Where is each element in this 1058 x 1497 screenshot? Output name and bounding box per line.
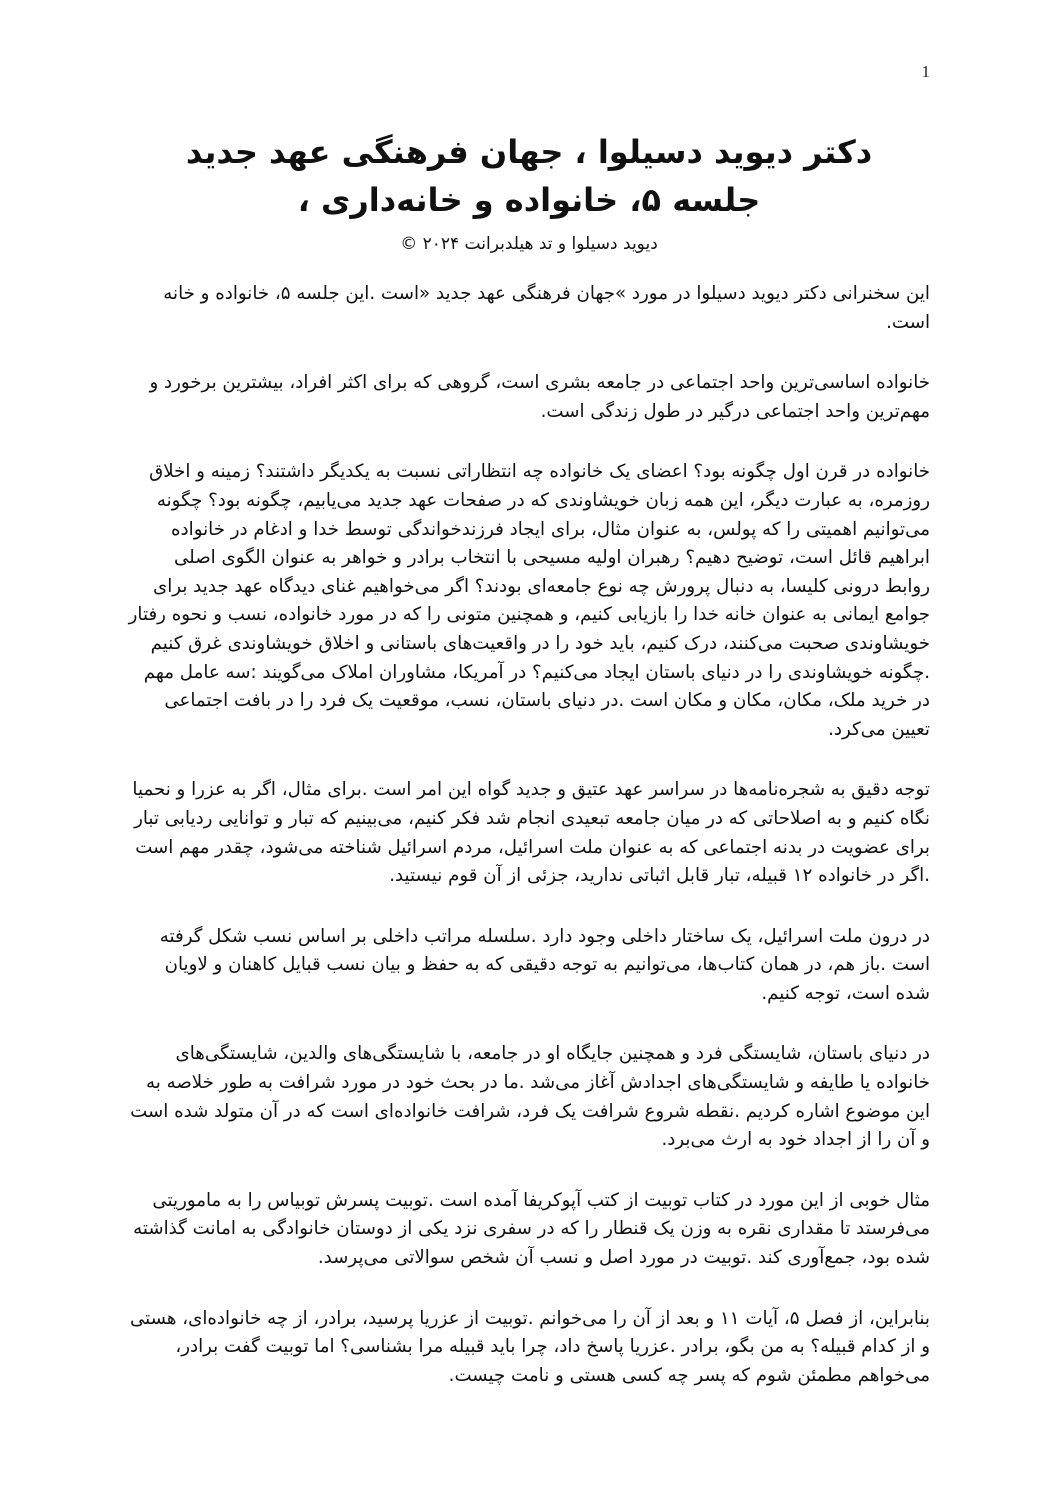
document-title-line-2: جلسه ۵، خانواده و خانه‌داری ، bbox=[297, 181, 761, 219]
body-paragraph: این سخنرانی دکتر دیوید دسیلوا در مورد »جهان فرهنگی عهد جدید «است .این جلسه ۵، خانواده و خانه است. bbox=[163, 283, 930, 333]
body-paragraph: خانواده در قرن اول چگونه بود؟ اعضای یک خانواده چه انتظاراتی نسبت به یکدیگر داشتند؟ زمینه و اخلاق روزمره، به عبارت دیگر، این همه زبان خویشاوندی که در صفحات عهد جدید می‌یابیم، چگونه بود؟ چگونه می‌توانیم اهمیتی را که پولس، به عنوان مثال، برای ایجاد فرزندخواندگی توسط خدا و ادغام در خانواده ابراهیم قائل است، توضیح دهیم؟ رهبران اولیه مسیحی با انتخاب برادر و خواهر به عنوان الگوی اصلی روابط درونی کلیسا، به دنبال پرورش چه نوع جامعه‌ای بودند؟ اگر می‌خواهیم غنای دیدگاه عهد جدید برای جوامع ایمانی به عنوان خانه خدا را بازیابی کنیم، و همچنین متونی را که در مورد خانواده، نسب و نحوه رفتار خویشاوندی صحبت می‌کنند، درک کنیم، باید خود را در واقعیت‌های باستانی و اخلاق خویشاوندی غرق کنیم .چگونه خویشاوندی را در دنیای باستان ایجاد می‌کنیم؟ در آمریکا، مشاوران املاک می‌گویند :سه عامل مهم در خرید ملک، مکان، مکان و مکان است .در دنیای باستان، نسب، موقعیت یک فرد را در بافت اجتماعی تعیین می‌کرد. bbox=[128, 461, 930, 740]
document-body bbox=[128, 280, 930, 1422]
body-paragraph: مثال خوبی از این مورد در کتاب توبیت از کتب آپوکریفا آمده است .توبیت پسرش توبیاس را به ماموریتی می‌فرستد تا مقداری نقره به وزن یک قنطار را که در سفری نزد یکی از دوستان خانوادگی به امانت گذاشته شده بود، جمع‌آوری کند .توبیت در مورد اصل و نسب آن شخص سوالاتی می‌پرسد. bbox=[133, 1189, 930, 1269]
body-paragraph: در درون ملت اسرائیل، یک ساختار داخلی وجود دارد .سلسله مراتب داخلی بر اساس نسب شکل گرفته است .باز هم، در همان کتاب‌ها، می‌توانیم به توجه دقیقی که به حفظ و بیان نسب قبایل کاهنان و لاویان شده است، توجه کنیم. bbox=[159, 925, 930, 1004]
body-paragraph: توجه دقیق به شجره‌نامه‌ها در سراسر عهد عتیق و جدید گواه این امر است .برای مثال، اگر به عزرا و نحمیا نگاه کنیم و به اصلاحاتی که در میان جامعه تبعیدی انجام شد فکر کنیم، می‌بینیم که تبار و توانایی ردیابی تبار برای عضویت در بدنه اجتماعی که به عنوان ملت اسرائیل، مردم اسرائیل شناخته می‌شود، چقدر مهم است .اگر در خانواده ۱۲ قبیله، تبار قابل اثباتی ندارید، جزئی از آن قوم نیستید. bbox=[132, 779, 930, 887]
copyright-line: دیوید دسیلوا و تد هیلدبرانت ۲۰۲۴ © bbox=[400, 234, 658, 254]
body-paragraph: بنابراین، از فصل ۵، آیات ۱۱ و بعد از آن را می‌خوانم .توبیت از عزریا پرسید، برادر، از چه خانواده‌ای، هستی و از کدام قبیله؟ به من بگو، برادر .عزریا پاسخ داد، چرا باید قبیله مرا بشناسی؟ اما توبیت گفت برادر، می‌خواهم مطمئن شوم که پسر چه کسی هستی و نامت چیست. bbox=[129, 1307, 930, 1386]
document-title-line-1: دکتر دیوید دسیلوا ، جهان فرهنگی عهد جدید bbox=[185, 133, 873, 171]
body-paragraph: خانواده اساسی‌ترین واحد اجتماعی در جامعه بشری است، گروهی که برای اکثر افراد، بیشترین برخورد و مهم‌ترین واحد اجتماعی درگیر در طول زندگی است. bbox=[149, 372, 930, 422]
document-header bbox=[130, 128, 928, 258]
body-paragraph: در دنیای باستان، شایستگی فرد و همچنین جایگاه او در جامعه، با شایستگی‌های والدین، شایستگی‌های خانواده یا طایفه و شایستگی‌های اجدادش آغاز می‌شد .ما در بحث خود در مورد شرافت به طور خلاصه به این موضوع اشاره کردیم .نقطه شروع شرافت یک فرد، شرافت خانواده‌ای است که در آن متولد شده است و آن را از اجداد خود به ارث می‌برد. bbox=[130, 1043, 930, 1151]
page-number: 1 bbox=[921, 62, 930, 81]
